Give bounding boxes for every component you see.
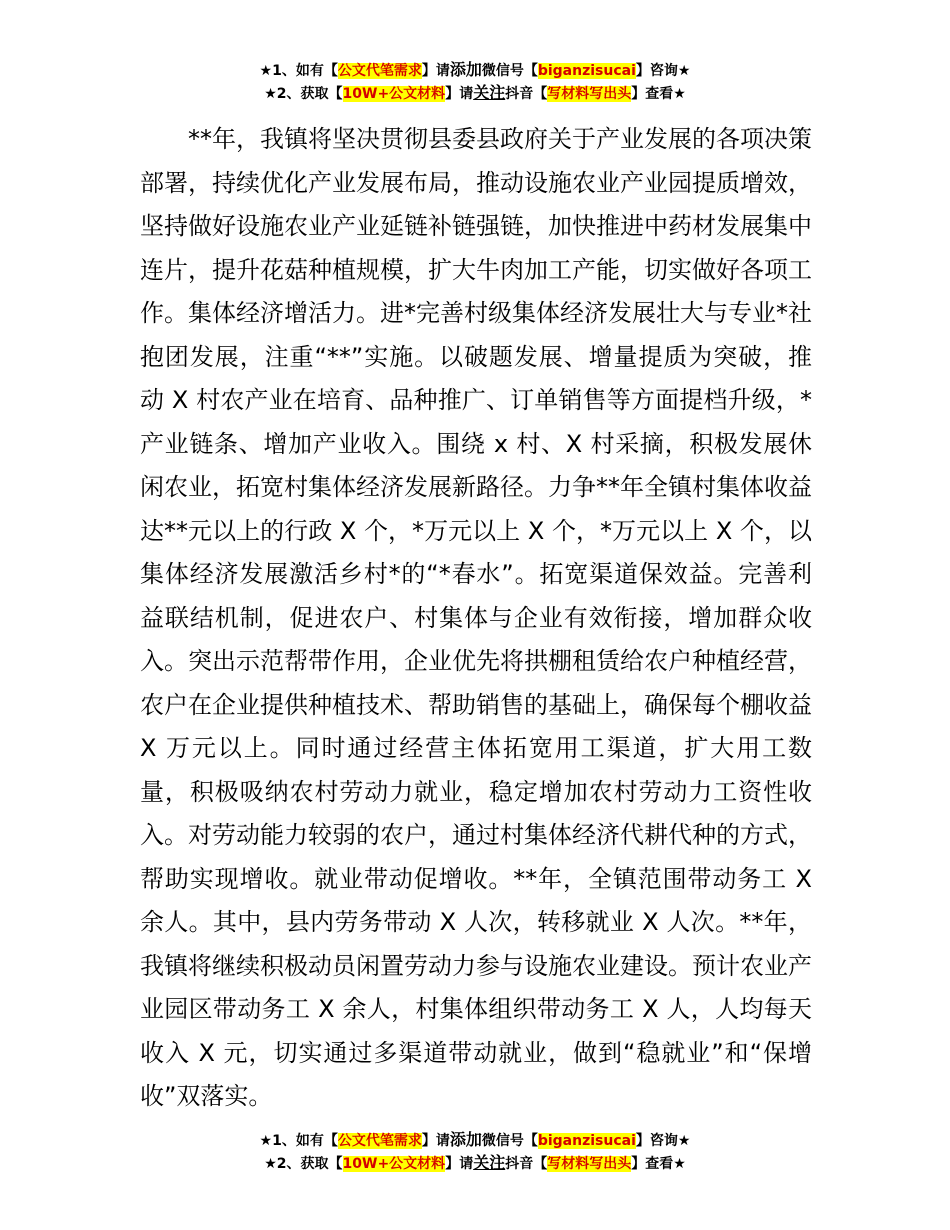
service-highlight: 公文代笔需求 [337, 1133, 422, 1149]
header-banner [0, 58, 950, 104]
materials-highlight: 10W+公文材料 [342, 86, 446, 102]
wechat-id: biganzisucai [537, 1133, 636, 1149]
banner-line-2: ★2、获取【10W+公文材料】请关注抖音【写材料写出头】查看★ [264, 83, 686, 102]
banner-line-1: ★1、如有【公文代笔需求】请添加微信号【biganzisucai】咨询★ [259, 1130, 691, 1149]
wechat-id: biganzisucai [537, 63, 636, 79]
douyin-id: 写材料写出头 [547, 1156, 632, 1172]
document-body [140, 118, 812, 1119]
service-highlight: 公文代笔需求 [337, 63, 422, 79]
banner-line-2: ★2、获取【10W+公文材料】请关注抖音【写材料写出头】查看★ [264, 1153, 686, 1172]
footer-banner [0, 1128, 950, 1174]
banner-line-1: ★1、如有【公文代笔需求】请添加微信号【biganzisucai】咨询★ [259, 60, 691, 79]
body-paragraph: **年，我镇将坚决贯彻县委县政府关于产业发展的各项决策部署，持续优化产业发展布局，推动设施农业产业园提质增效，坚持做好设施农业产业延链补链强链，加快推进中药材发展集中连片，提升花菇种植规模，扩大牛肉加工产能，切实做好各项工作。集体经济增活力。进*完善村级集体经济发展壮大与专业*社抱团发展，注重“**”实施。以破题发展、增量提质为突破，推动 X 村农产业在培育、品种推广、订单销售等方面提档升级，*产业链条、增加产业收入。围绕 x 村、X 村采摘，积极发展休闲农业，拓宽村集体经济发展新路径。力争**年全镇村集体收益达**元以上的行政 X 个，*万元以上 X 个，*万元以上 X 个，以集体经济发展激活乡村*的“*春水”。拓宽渠道保效益。完善利益联结机制，促进农户、村集体与企业有效衔接，增加群众收入。突出示范帮带作用，企业优先将拱棚租赁给农户种植经营，农户在企业提供种植技术、帮助销售的基础上，确保每个棚收益 X 万元以上。同时通过经营主体拓宽用工渠道，扩大用工数量，积极吸纳农村劳动力就业，稳定增加农村劳动力工资性收入。对劳动能力较弱的农户，通过村集体经济代耕代种的方式，帮助实现增收。就业带动促增收。**年，全镇范围带动务工 X 余人。其中，县内劳务带动 X 人次，转移就业 X 人次。**年，我镇将继续积极动员闲置劳动力参与设施农业建设。预计农业产业园区带动务工 X 余人，村集体组织带动务工 X 人，人均每天收入 X 元，切实通过多渠道带动就业，做到“稳就业”和“保增收”双落实。 [140, 125, 812, 1110]
materials-highlight: 10W+公文材料 [342, 1156, 446, 1172]
douyin-id: 写材料写出头 [547, 86, 632, 102]
